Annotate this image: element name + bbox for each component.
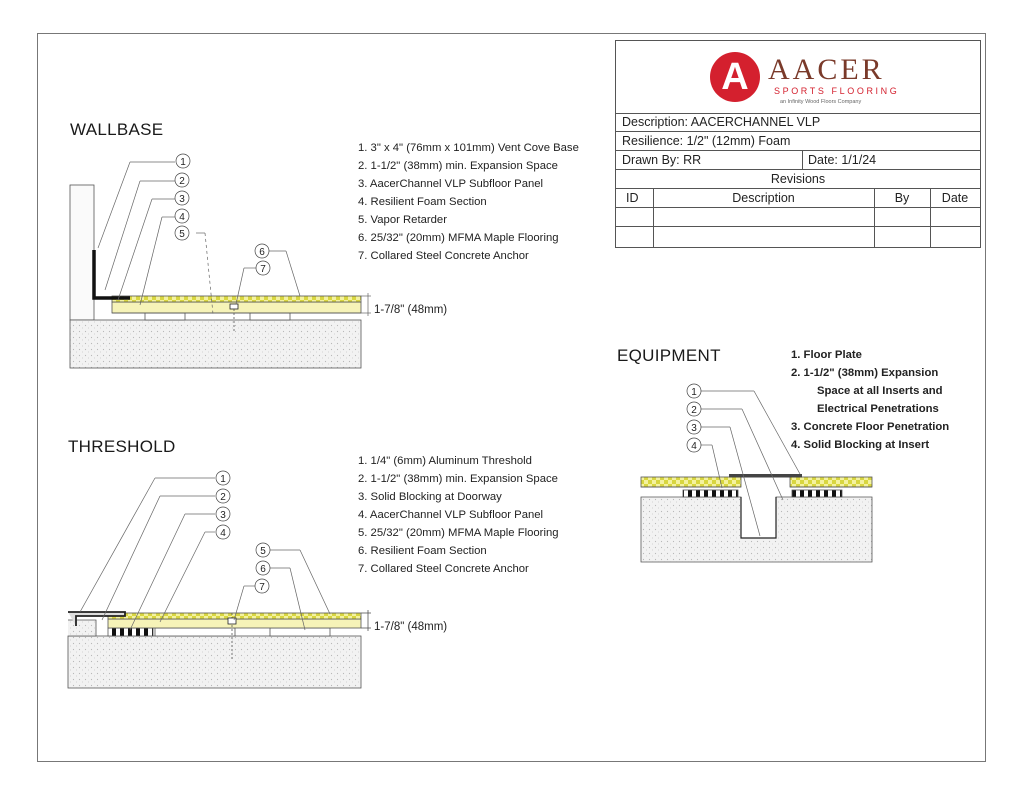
legend-item: 2. 1-1/2" (38mm) min. Expansion Space (358, 473, 558, 485)
resilience-field: Resilience: 1/2" (12mm) Foam (622, 134, 791, 148)
callout-4: 4 (179, 212, 185, 223)
col-by: By (894, 191, 910, 205)
equipment-title: EQUIPMENT (617, 346, 721, 365)
callout-6: 6 (259, 247, 265, 258)
threshold-title: THRESHOLD (68, 437, 176, 456)
brand-subtag: an Infinity Wood Floors Company (780, 99, 862, 105)
callout-2: 2 (179, 176, 185, 187)
legend-item: 3. AacerChannel VLP Subfloor Panel (358, 178, 544, 190)
callout-5: 5 (260, 546, 266, 557)
callout-2: 2 (691, 405, 697, 416)
legend-item: 1. Floor Plate (791, 349, 862, 361)
callout-4: 4 (691, 441, 697, 452)
callout-1: 1 (220, 474, 226, 485)
legend-item: 7. Collared Steel Concrete Anchor (358, 563, 529, 575)
callout-2: 2 (220, 492, 226, 503)
col-id: ID (626, 191, 639, 205)
col-description: Description (732, 191, 795, 205)
callout-3: 3 (179, 194, 185, 205)
legend-item: 5. Vapor Retarder (358, 214, 447, 226)
legend-item: 4. Resilient Foam Section (358, 196, 487, 208)
revisions-heading: Revisions (770, 172, 826, 186)
legend-item: Space at all Inserts and (817, 385, 943, 397)
legend-item: 3. Solid Blocking at Doorway (358, 491, 502, 503)
brand-name: AACER (768, 53, 885, 86)
legend-item: 7. Collared Steel Concrete Anchor (358, 250, 529, 262)
drawn-by-field: Drawn By: RR (622, 153, 702, 167)
callout-6: 6 (260, 564, 266, 575)
legend-item: Electrical Penetrations (817, 403, 939, 415)
callout-3: 3 (691, 423, 697, 434)
legend-item: 2. 1-1/2" (38mm) min. Expansion Space (358, 160, 558, 172)
callout-7: 7 (259, 582, 265, 593)
threshold-dimension: 1-7/8" (48mm) (374, 621, 448, 633)
callout-3: 3 (220, 510, 226, 521)
legend-item: 3. Concrete Floor Penetration (791, 421, 950, 433)
brand-initial: A (721, 56, 749, 98)
wallbase-title: WALLBASE (70, 120, 164, 139)
legend-item: 6. 25/32" (20mm) MFMA Maple Flooring (358, 232, 559, 244)
legend-item: 4. Solid Blocking at Insert (791, 439, 930, 451)
callout-1: 1 (691, 387, 697, 398)
legend-item: 1. 1/4" (6mm) Aluminum Threshold (358, 455, 532, 467)
date-field: Date: 1/1/24 (808, 153, 877, 167)
wallbase-dimension: 1-7/8" (48mm) (374, 304, 448, 316)
callout-4: 4 (220, 528, 226, 539)
legend-item: 5. 25/32" (20mm) MFMA Maple Flooring (358, 527, 559, 539)
brand-tagline: SPORTS FLOORING (774, 86, 900, 96)
callout-7: 7 (260, 264, 266, 275)
description-field: Description: AACERCHANNEL VLP (622, 115, 821, 129)
legend-item: 2. 1-1/2" (38mm) Expansion (791, 367, 939, 379)
legend-item: 1. 3" x 4" (76mm x 101mm) Vent Cove Base (358, 142, 579, 154)
legend-item: 6. Resilient Foam Section (358, 545, 487, 557)
col-date: Date (941, 191, 969, 205)
legend-item: 4. AacerChannel VLP Subfloor Panel (358, 509, 544, 521)
callout-5: 5 (179, 229, 185, 240)
callout-1: 1 (180, 157, 186, 168)
